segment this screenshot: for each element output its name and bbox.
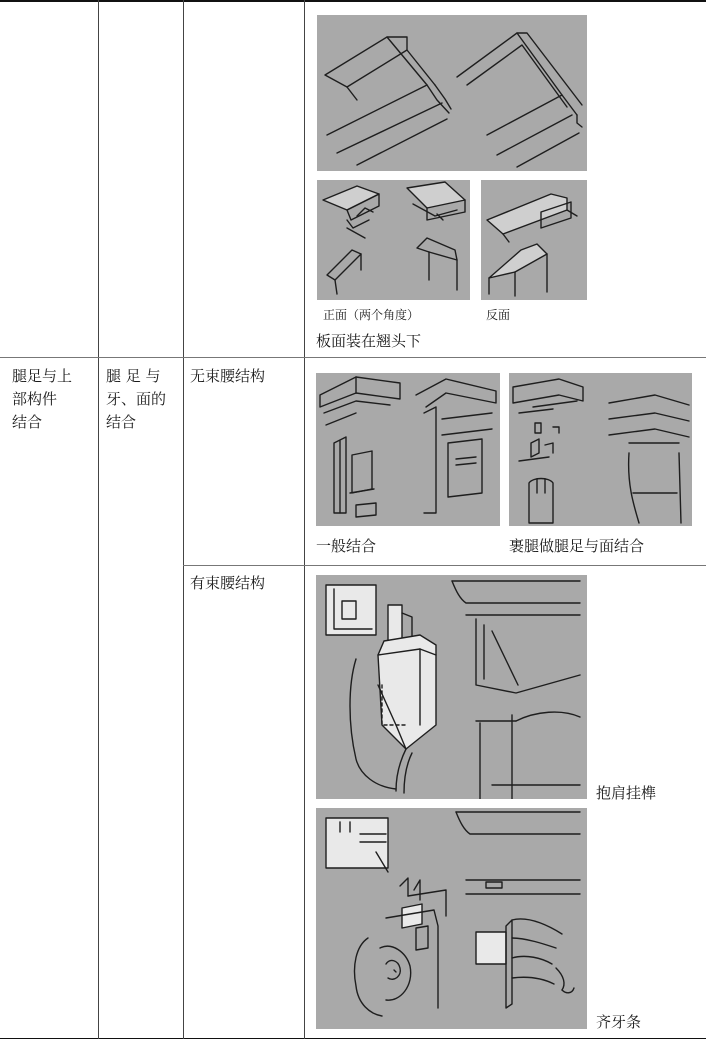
back-view-drawing	[481, 180, 587, 300]
column-divider-3	[304, 0, 305, 1039]
category-line: 结合	[12, 413, 43, 431]
row-divider-2	[183, 565, 706, 566]
shoulder-tenon-drawing	[316, 575, 587, 799]
column-divider-1	[98, 0, 99, 1039]
caption-wrapped-leg: 裹腿做腿足与面结合	[509, 537, 645, 555]
general-joint-drawing	[316, 373, 500, 526]
caption-back: 反面	[486, 308, 511, 322]
corner-frame-drawing	[317, 15, 587, 171]
wrapped-leg-drawing	[509, 373, 692, 526]
caption-front-two-angles: 正面（两个角度）	[323, 308, 420, 322]
caption-flush-apron: 齐牙条	[596, 1013, 642, 1031]
category-line: 部构件	[12, 390, 58, 408]
structure-type-with-waist: 有束腰结构	[190, 574, 266, 592]
front-angle-drawing	[317, 180, 470, 300]
subcategory-line: 结合	[106, 413, 137, 431]
table-bottom-rule	[0, 1038, 706, 1039]
subcategory-cell	[106, 365, 182, 434]
subcategory-line: 牙、面的	[106, 390, 167, 408]
caption-general-joint: 一般结合	[316, 537, 377, 555]
flush-apron-drawing	[316, 808, 587, 1029]
caption-panel-under-tenon: 板面装在翘头下	[316, 332, 422, 350]
category-line: 腿足与上	[12, 367, 73, 385]
table-top-rule	[0, 0, 706, 2]
column-divider-2	[183, 0, 184, 1039]
caption-shoulder-tenon: 抱肩挂榫	[596, 784, 657, 802]
structure-type-no-waist: 无束腰结构	[190, 367, 266, 385]
subcategory-line: 腿 足 与	[106, 367, 161, 385]
category-cell	[12, 365, 94, 434]
row-divider-1	[0, 357, 706, 358]
